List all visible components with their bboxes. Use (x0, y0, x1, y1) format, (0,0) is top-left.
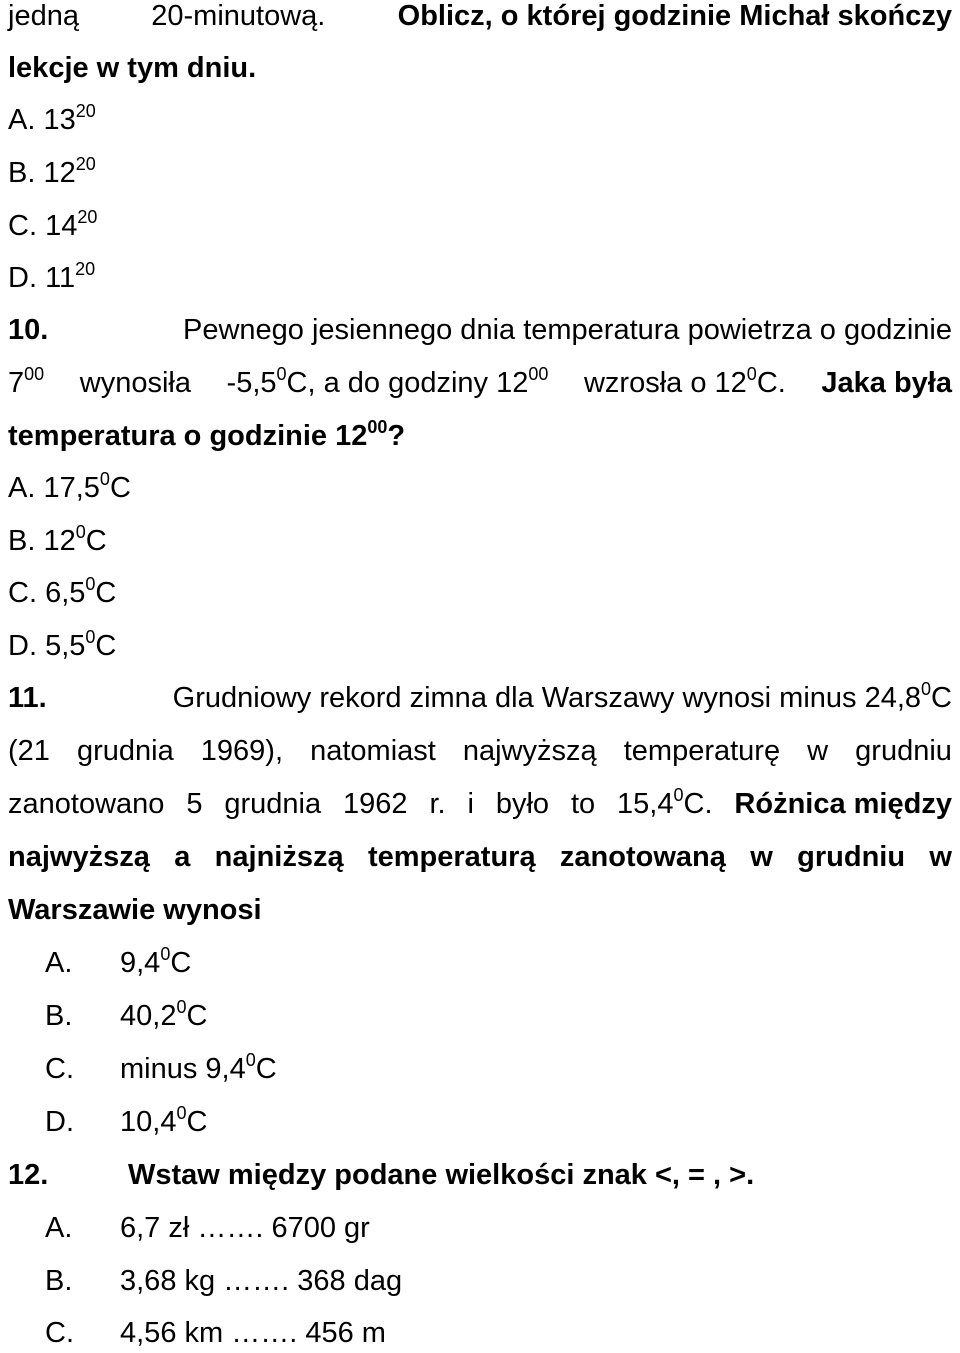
q11-option-d: D. 10,4$^0$C (45, 1103, 208, 1138)
q12-option-a: A. 6,7 zł ……. 6700 gr (45, 1212, 370, 1244)
q10-question-bold-1: Jaka była (821, 367, 952, 399)
q9-text-b: 20-minutową. (151, 0, 326, 32)
q11-line-1: 11. Grudniowy rekord zimna dla Warszawy wynosi minus 24,8$^0$C (8, 678, 952, 718)
q10-option-b: B. $12^0C$ (8, 522, 107, 557)
q10-option-c: C. $6,5^0C$ (8, 574, 117, 609)
q12-option-b: B. 3,68 kg ……. 368 dag (45, 1265, 403, 1297)
q9-option-b: B. $12^{20}$ (8, 154, 96, 189)
q12-line-1 (8, 1155, 754, 1195)
q9-option-c: C. $14^{20}$ (8, 207, 98, 242)
q10-option-a: A. 17,5$^0$C (8, 469, 131, 504)
q9-line-2: lekcje w tym dniu. (8, 52, 257, 84)
q12-question: Wstaw między podane wielkości znak <, = , >. (128, 1159, 755, 1191)
q12-number: 12. (8, 1159, 49, 1191)
q11-number: 11. (8, 682, 47, 714)
q11-line-3: zanotowano 5 grudnia 1962 r. i było to 15,4$^0$C. Różnica między (8, 784, 952, 824)
q11-question-bold-1: Różnica między (734, 788, 952, 820)
q9-line-1 (8, 0, 952, 36)
q11-option-b: B. 40,2$^0$C (45, 997, 208, 1032)
q11-option-c: C. minus $9,4^0C$ (45, 1050, 277, 1085)
q10-line-1 (8, 310, 952, 350)
q11-line-4: najwyższą a najniższą temperaturą zanotowaną w grudniu w (8, 841, 952, 873)
q10-option-d: D. $5,5^0C$ (8, 627, 117, 662)
q10-text-1: Pewnego jesiennego dnia temperatura powietrza o godzinie (182, 314, 952, 346)
q9-text-a: jedną (8, 0, 79, 32)
q9-option-a: A. $13^{20}$ (8, 101, 96, 136)
q10-line-3: temperatura o godzinie $12^{00}$? (8, 417, 406, 452)
q9-question-bold: Oblicz, o której godzinie Michał skończy (397, 0, 952, 32)
q11-line-5: Warszawie wynosi (8, 894, 262, 926)
q10-line-2: $7^{00}$ wynosiła $-5,5^0C$, a do godziny $12^{00}$ wzrosła o $12^0C$. Jaka była (8, 363, 952, 403)
q9-option-d: D. $11^{20}$ (8, 259, 96, 294)
q11-line-2: (21 grudnia 1969), natomiast najwyższą temperaturę w grudniu (8, 735, 952, 767)
q10-number: 10. (8, 314, 49, 346)
q11-option-a: A. $9,4^0C$ (45, 944, 192, 979)
q12-option-c: C. 4,56 km ……. 456 m (45, 1317, 386, 1349)
